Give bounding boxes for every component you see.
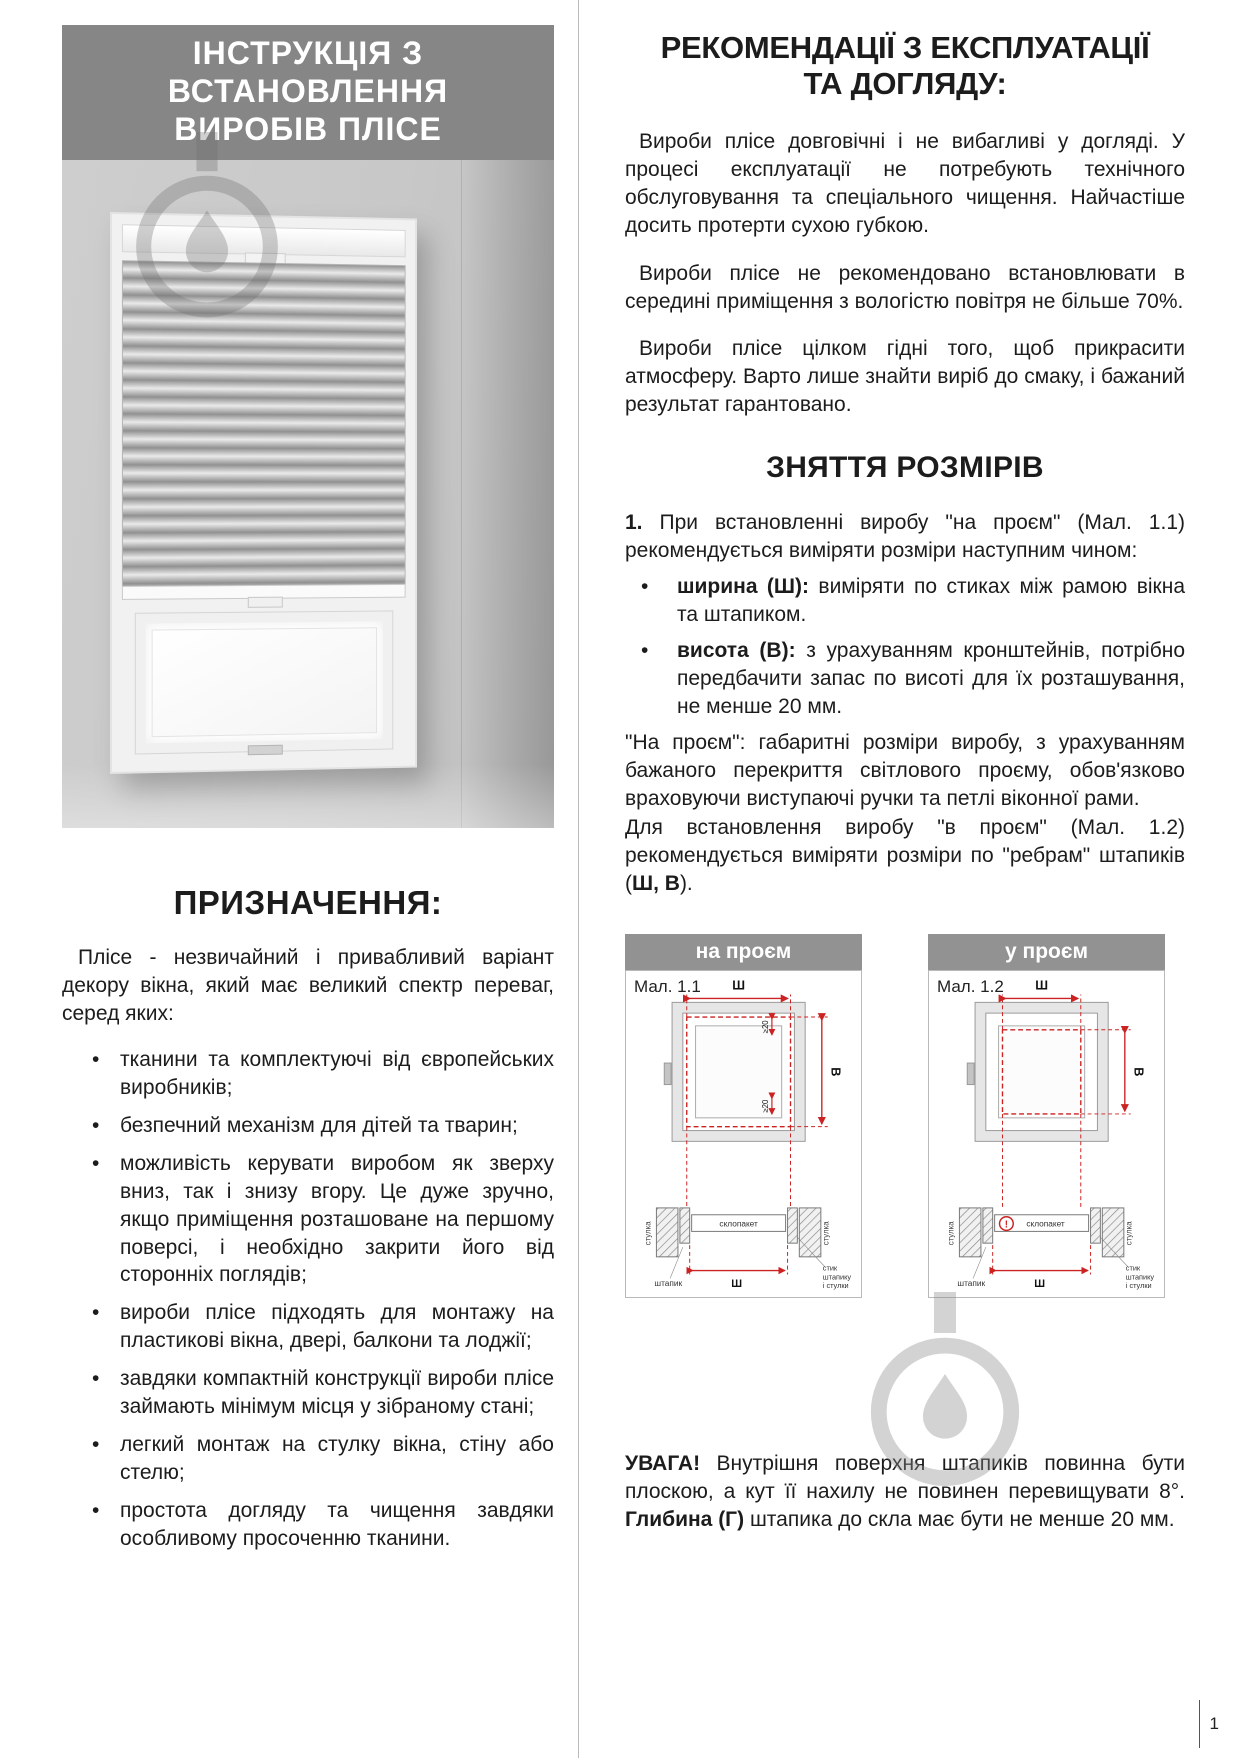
glazing-label: склопакет	[719, 1218, 758, 1229]
list-item: • легкий монтаж на стулку вікна, стіну або стелю;	[62, 1431, 554, 1487]
list-item: • тканини та комплектуючі від європейських виробників;	[62, 1046, 554, 1102]
diagram-na-proem	[625, 934, 862, 1298]
sash-label: стулка	[821, 1221, 831, 1246]
care-title-line-2: ТА ДОГЛЯДУ:	[803, 65, 1007, 101]
step-text: При встановленні виробу "на проєм" (Мал. 1.1) рекомендується виміряти розміри наступним чином:	[625, 511, 1185, 563]
list-item: • безпечний механізм для дітей та тварин;	[62, 1112, 554, 1140]
diagram-header: у проєм	[928, 934, 1165, 970]
measure-paragraph-na: "На проєм": габаритні розміри виробу, з урахуванням бажаного перекриття світлового проєму, обов'язково враховуючи виступаючі ручки та петлі віконної рами.	[625, 730, 1185, 810]
gte20-label: ≥20	[760, 1099, 770, 1113]
product-photo	[62, 160, 554, 828]
joint-label-1: стик	[822, 1263, 838, 1273]
list-item: • можливість керувати виробом як зверху вниз, так і знизу вгору. Це дуже зручно, якщо приміщення розташоване на першому поверсі, і необхідно закрити його від сторонніх поглядів;	[62, 1150, 554, 1290]
column-divider	[578, 0, 579, 1758]
width-label: Ш	[732, 977, 746, 993]
warning-exclaim: !	[1004, 1219, 1009, 1231]
window-sash	[136, 612, 392, 754]
glazing-label: склопакет	[1026, 1218, 1065, 1229]
measure-step-1	[625, 509, 1185, 565]
bullet-text: виміряти по стиках між рамою вікна та штапиком.	[677, 575, 1185, 626]
list-item	[625, 573, 1185, 629]
banner-line-1: ІНСТРУКЦІЯ З ВСТАНОВЛЕННЯ	[167, 35, 449, 109]
wall-shadow	[462, 160, 554, 828]
width-label: Ш	[1034, 1278, 1046, 1291]
care-paragraph-2: Вироби плісе не рекомендовано встановлювати в середині приміщення з вологістю повітря не більше 70%.	[625, 261, 1185, 313]
height-label: В	[1131, 1067, 1147, 1077]
height-label: В	[828, 1067, 844, 1077]
bead-label: штапик	[654, 1278, 683, 1289]
bullet-text: з урахуванням кронштейнів, потрібно передбачити запас по висоті для їх розташування, не менше 20 мм.	[677, 638, 1185, 718]
left-header-banner	[62, 25, 554, 160]
measure-paragraph-v	[625, 814, 1185, 898]
diagram-u-proem	[928, 934, 1165, 1298]
joint-label-2: штапику	[822, 1272, 852, 1282]
window-outline	[664, 1003, 805, 1142]
joint-label-1: стик	[1125, 1263, 1141, 1273]
left-column	[62, 25, 554, 1563]
sash-label: стулка	[1124, 1221, 1134, 1246]
purpose-bullet-list	[62, 1046, 554, 1553]
page-number: 1	[1199, 1700, 1219, 1748]
purpose-title: ПРИЗНАЧЕННЯ:	[173, 884, 443, 922]
list-item: • завдяки компактній конструкції вироби плісе займають мінімум місця у зібраному стані;	[62, 1365, 554, 1421]
right-column	[625, 30, 1185, 1555]
step-number: 1.	[625, 511, 643, 535]
attention-lead: УВАГА!	[625, 1452, 701, 1476]
window-glass	[152, 628, 377, 738]
care-paragraph-3: Вироби плісе цілком гідні того, щоб прикрасити атмосферу. Варто лише знайти виріб до смаку, і бажаний результат гарантовано.	[625, 337, 1185, 417]
care-title-line-1: РЕКОМЕНДАЦІЇ З ЕКСПЛУАТАЦІЇ	[660, 30, 1150, 65]
measure-v-bold: Ш, В	[632, 872, 680, 896]
bullet-lead: висота (В):	[677, 638, 796, 662]
joint-label-3: і стулки	[822, 1281, 849, 1291]
joint-label-3: і стулки	[1125, 1281, 1152, 1291]
bead-label: штапик	[957, 1278, 986, 1289]
purpose-intro: Плісе - незвичайний і привабливий варіант декору вікна, який має великий спектр переваг, серед яких:	[62, 946, 554, 1026]
gte20-label: ≥20	[760, 1020, 770, 1034]
floor-highlight	[62, 764, 554, 828]
measure-title: ЗНЯТТЯ РОЗМІРІВ	[766, 451, 1044, 485]
attention-lead-2: Глибина (Г)	[625, 1508, 745, 1532]
window-measure-diagram-2	[930, 973, 1165, 1296]
joint-label-2: штапику	[1125, 1272, 1155, 1282]
diagram-box	[928, 970, 1165, 1298]
attention-text-2: штапика до скла має бути не менше 20 мм.	[749, 1508, 1175, 1532]
sash-label: стулка	[643, 1221, 653, 1246]
sash-handle	[248, 745, 283, 756]
pleated-blind	[122, 260, 406, 588]
measure-v-text: Для встановлення виробу "в проєм" (Мал. 1.2) рекомендується виміряти розміри по "ребрам" штапиків (	[625, 816, 1185, 896]
measure-v-tail: ).	[679, 872, 693, 896]
diagram-header: на проєм	[625, 934, 862, 970]
figure-caption: Мал. 1.2	[937, 977, 1004, 997]
measure-bullet-list	[625, 573, 1185, 721]
care-paragraph-1: Вироби плісе довговічні і не вибагливі у догляді. У процесі експлуатації не потребують технічного обслуговування та спеціального чищення. Найчастіше досить протерти сухою губкою.	[625, 129, 1185, 237]
blind-handle-tab	[248, 597, 283, 608]
attention-text-1: Внутрішня поверхня штапиків повинна бути плоскою, а кут її нахилу не повинен перевищувати 8°.	[625, 1452, 1186, 1504]
sash-label: стулка	[946, 1221, 956, 1246]
window-render	[110, 212, 417, 774]
list-item	[625, 637, 1185, 721]
list-item: • простота догляду та чищення завдяки особливому просоченню тканини.	[62, 1497, 554, 1553]
bullet-lead: ширина (Ш):	[677, 575, 810, 599]
width-label: Ш	[731, 1278, 743, 1291]
width-label: Ш	[1035, 977, 1049, 993]
care-title	[625, 30, 1185, 102]
diagrams-row	[625, 934, 1185, 1298]
window-outline	[967, 1003, 1108, 1142]
list-item: • вироби плісе підходять для монтажу на пластикові вікна, двері, балкони та лоджії;	[62, 1299, 554, 1355]
banner-line-2: ВИРОБІВ ПЛІСЕ	[174, 110, 442, 147]
diagram-box	[625, 970, 862, 1298]
window-measure-diagram-1	[627, 973, 862, 1296]
figure-caption: Мал. 1.1	[634, 977, 701, 997]
attention-paragraph	[625, 1450, 1185, 1534]
